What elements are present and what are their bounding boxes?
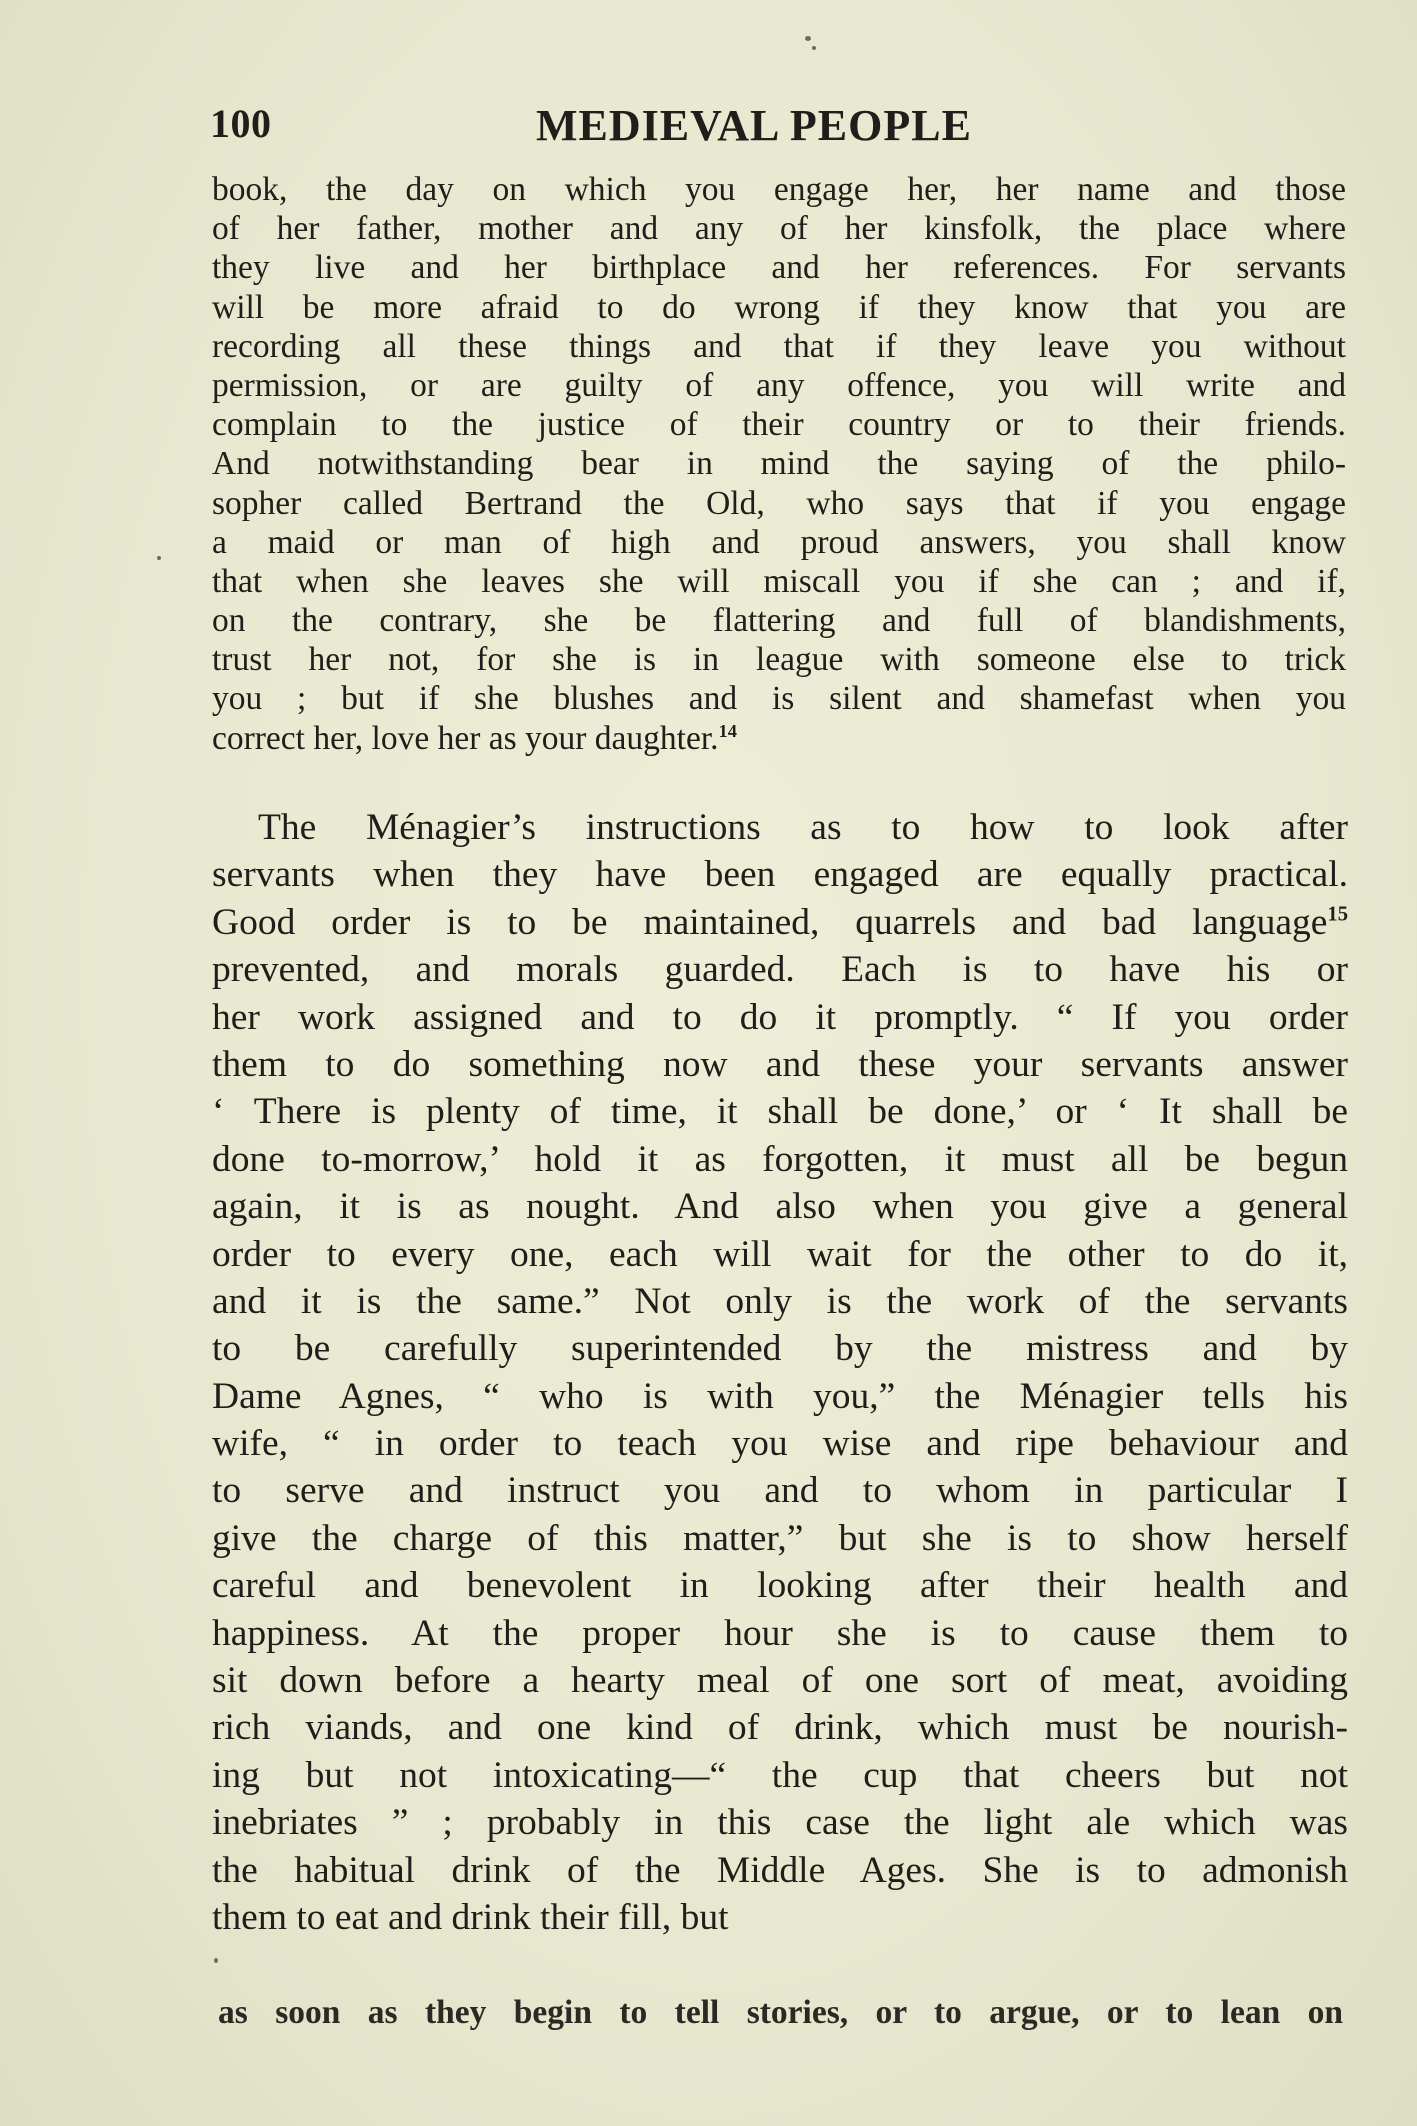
quote-line: trust her not, for she is in league with someone else to trick [212,641,1346,679]
quote-line: sopher called Bertrand the Old, who says that if you engage [212,484,1346,522]
paper-speck [812,46,816,50]
body-line: prevented, and morals guarded. Each is to have his or [212,949,1348,991]
body-line: to be carefully superintended by the mistress and by [212,1328,1348,1370]
footnote-marker: 14 [718,720,737,741]
paper-speck [805,36,811,41]
quote-line: that when she leaves she will miscall you if she can ; and if, [212,562,1346,600]
body-line: careful and benevolent in looking after their health and [212,1565,1348,1607]
quote-line-last [212,719,1346,758]
body-line: them to do something now and these your servants answer [212,1043,1348,1085]
quote-line: of her father, mother and any of her kinsfolk, the place where [212,210,1346,248]
body-line: give the charge of this matter,” but she is to show herself [212,1517,1348,1559]
paper-speck [214,1958,218,1963]
quote-line: will be more afraid to do wrong if they know that you are [212,288,1346,326]
body-line: the habitual drink of the Middle Ages. She is to admonish [212,1849,1348,1891]
quote-line: permission, or are guilty of any offence, you will write and [212,366,1346,404]
body-line: rich viands, and one kind of drink, which must be nourish- [212,1707,1348,1749]
body-line: ing but not intoxicating—“ the cup that cheers but not [212,1754,1348,1796]
body-line: Dame Agnes, “ who is with you,” the Ménagier tells his [212,1375,1348,1417]
body-line-with-footnote [212,899,1348,946]
body-line: happiness. At the proper hour she is to cause them to [212,1612,1348,1654]
quote-line: book, the day on which you engage her, her name and those [212,171,1346,208]
quote-line: recording all these things and that if they leave you without [212,327,1346,365]
footer-quote-line: as soon as they begin to tell stories, or to argue, or to lean on [218,1994,1343,2031]
running-title: MEDIEVAL PEOPLE [536,101,972,150]
body-line: to serve and instruct you and to whom in particular I [212,1470,1348,1512]
body-line: ‘ There is plenty of time, it shall be done,’ or ‘ It shall be [212,1091,1348,1133]
quoted-passage [212,170,1346,758]
quote-line: you ; but if she blushes and is silent and shamefast when you [212,680,1346,718]
quote-line: And notwithstanding bear in mind the saying of the philo- [212,445,1346,483]
body-line: wife, “ in order to teach you wise and ripe behaviour and [212,1423,1348,1465]
body-paragraph [212,804,1348,1941]
body-line: them to eat and drink their fill, but [212,1896,729,1938]
body-line: inebriates ” ; probably in this case the light ale which was [212,1802,1348,1844]
body-line: and it is the same.” Not only is the work of the servants [212,1280,1348,1322]
body-line: done to-morrow,’ hold it as forgotten, it must all be begun [212,1138,1348,1180]
footnote-marker: 15 [1327,903,1348,926]
page-number: 100 [210,101,272,146]
body-line: sit down before a hearty meal of one sort of meat, avoiding [212,1660,1348,1702]
body-line: again, it is as nought. And also when you give a general [212,1186,1348,1228]
body-line: order to every one, each will wait for the other to do it, [212,1233,1348,1275]
quote-line: complain to the justice of their country or to their friends. [212,406,1346,444]
body-line: The Ménagier’s instructions as to how to look after [258,807,1348,848]
quote-line: on the contrary, she be flattering and full of blandishments, [212,602,1346,640]
quote-line-text: correct her, love her as your daughter. [212,719,719,757]
quote-line: they live and her birthplace and her references. For servants [212,249,1346,287]
paper-speck [157,556,161,560]
quote-line: a maid or man of high and proud answers, you shall know [212,523,1346,561]
body-line: her work assigned and to do it promptly. “ If you order [212,996,1348,1038]
body-line: servants when they have been engaged are equally practical. [212,854,1348,896]
page-header [210,100,1350,160]
body-line-text: Good order is to be maintained, quarrels and bad language [212,901,1328,943]
